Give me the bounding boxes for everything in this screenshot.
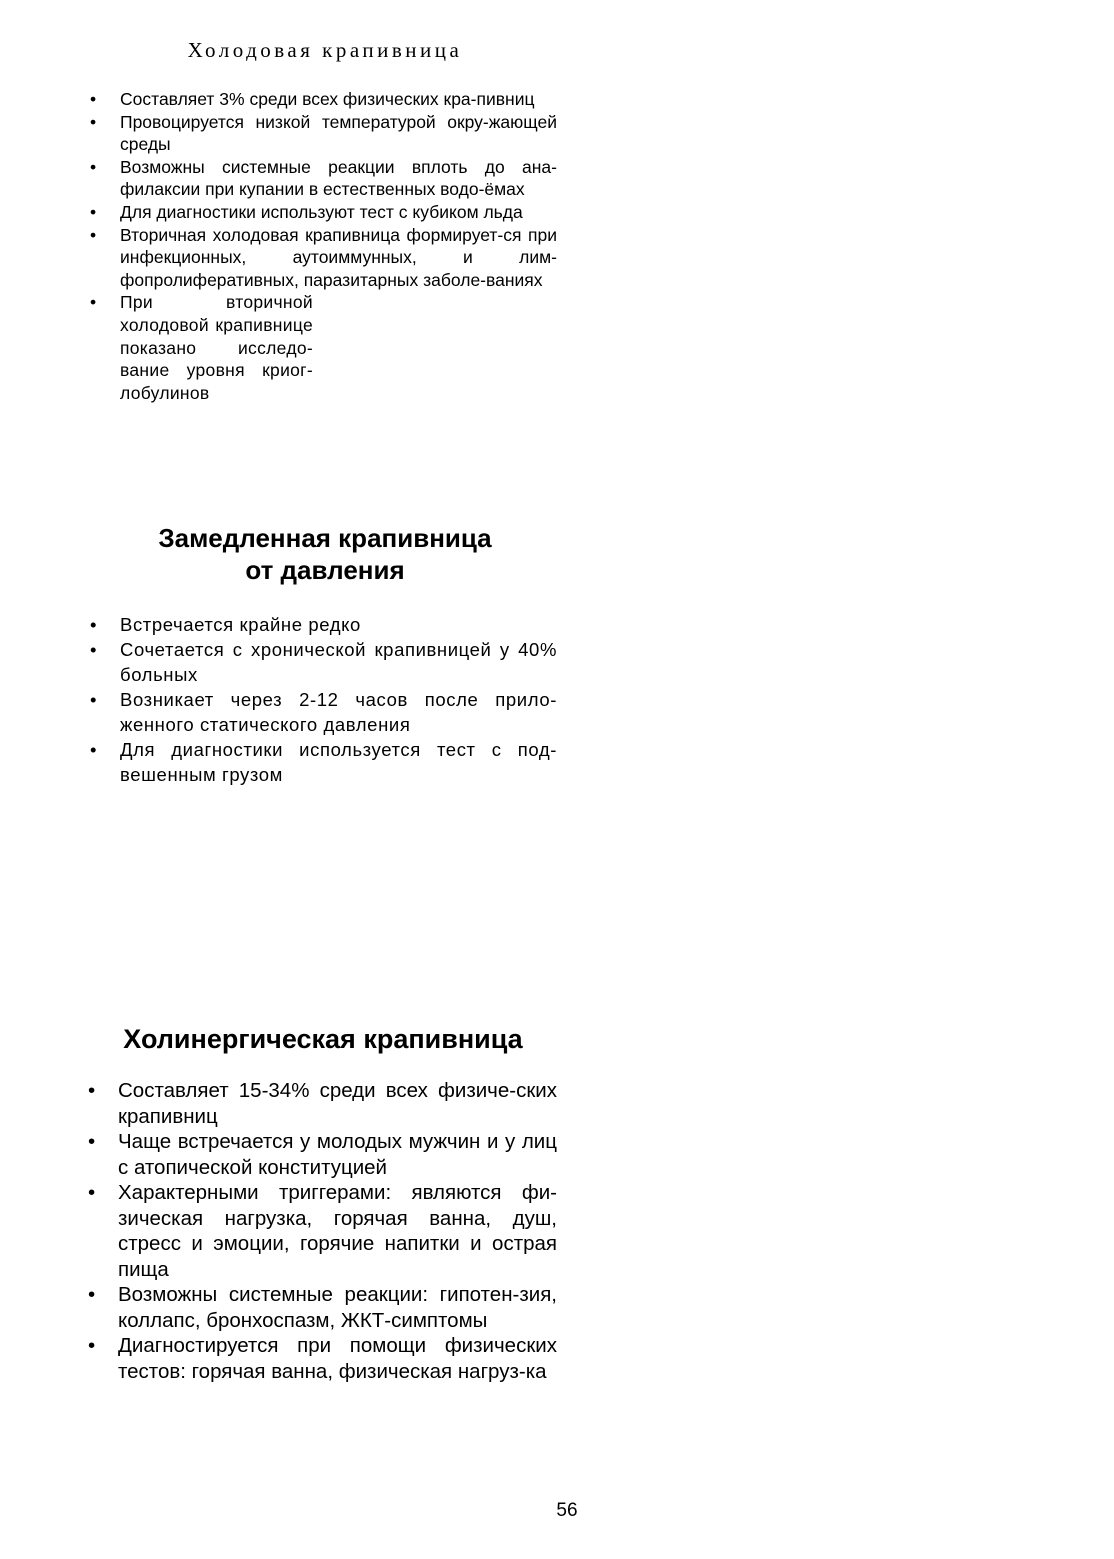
delayed-pressure-list [90,612,557,787]
list-item: • Составляет 3% среди всех физических кра-пивниц [90,88,557,111]
cold-urticaria-section [90,88,557,404]
running-title: Холодовая крапивница [187,38,463,62]
list-item: • Чаще встречается у молодых мужчин и у лиц с атопической конституцией [88,1129,557,1180]
list-item: • Провоцируется низкой температурой окру-жающей среды [90,111,557,156]
list-item: • Составляет 15-34% среди всех физиче-ских крапивниц [88,1078,557,1129]
cholinergic-section [88,1078,557,1384]
list-item: • Встречается крайне редко [90,612,557,637]
cholinergic-list [88,1078,557,1384]
delayed-pressure-heading [120,522,530,586]
list-item: • Вторичная холодовая крапивница формирует-ся при инфекционных, аутоиммунных, и лим-фопролиферативных, паразитарных заболе-ваниях [90,224,557,292]
heading-line-2: от давления [245,555,405,585]
page-number: 56 [556,1500,578,1521]
heading-line-1: Замедленная крапивница [158,523,492,553]
list-item: • При вторичной холодовой крапивнице показано исследо-вание уровня криог-лобулинов [90,291,557,404]
list-item: • Характерными триггерами: являются фи-зическая нагрузка, горячая ванна, душ, стресс и эмоции, горячие напитки и острая пища [88,1180,557,1282]
cholinergic-heading: Холинергическая крапивница [123,1024,523,1054]
list-item: • Возможны системные реакции вплоть до ана-филаксии при купании в естественных водо-ёмах [90,156,557,201]
list-item: • Возникает через 2-12 часов после прило-женного статического давления [90,687,557,737]
list-item: • Диагностируется при помощи физических тестов: горячая ванна, физическая нагруз-ка [88,1333,557,1384]
list-item: • Для диагностики используют тест с кубиком льда [90,201,557,224]
cold-urticaria-list [90,88,557,404]
list-item: • Возможны системные реакции: гипотен-зия, коллапс, бронхоспазм, ЖКТ-симптомы [88,1282,557,1333]
list-item: • Сочетается с хронической крапивницей у 40% больных [90,637,557,687]
delayed-pressure-section [90,612,557,787]
list-item: • Для диагностики используется тест с под-вешенным грузом [90,737,557,787]
